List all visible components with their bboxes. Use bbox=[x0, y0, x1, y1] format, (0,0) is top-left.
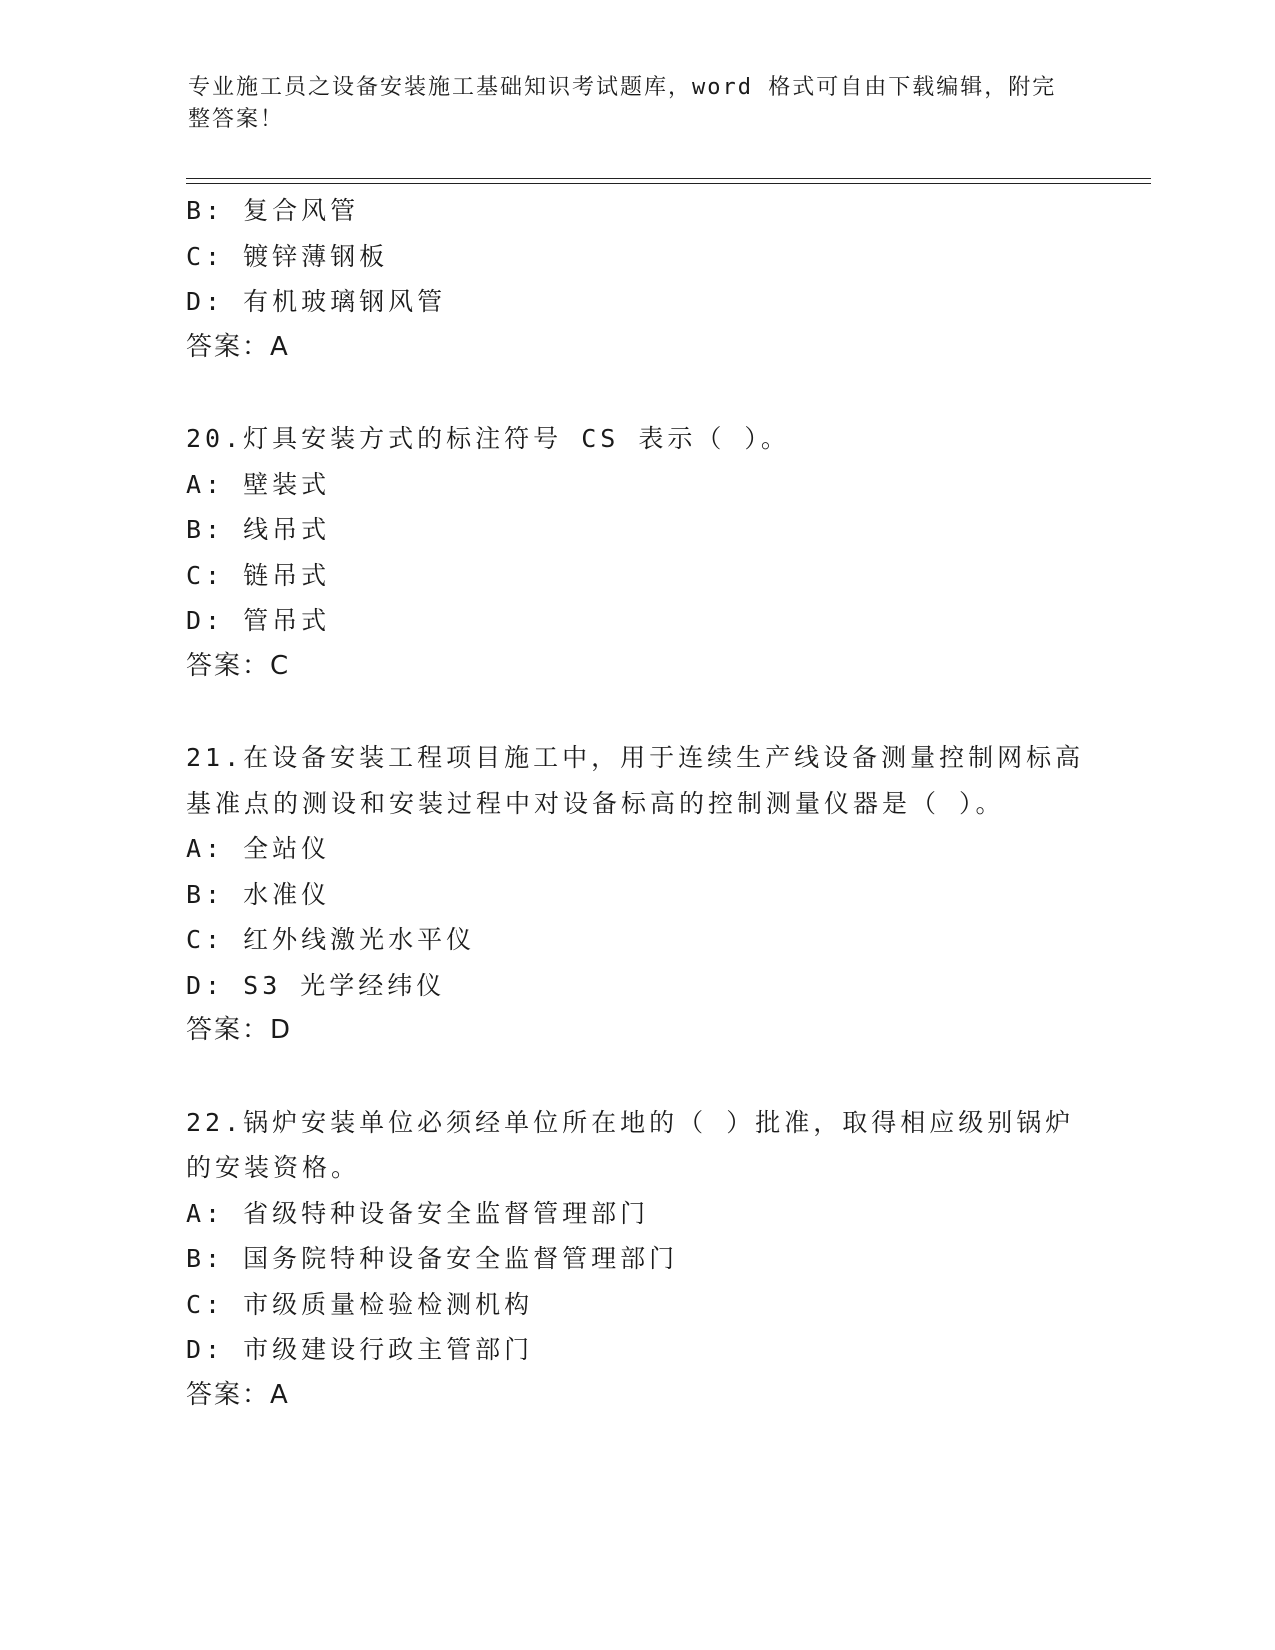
option-c: C: 镀锌薄钢板 bbox=[186, 241, 389, 271]
option-b: B: 复合风管 bbox=[186, 196, 360, 225]
option-d: D: 市级建设行政主管部门 bbox=[186, 1335, 534, 1364]
answer-line: 答案：D bbox=[186, 1015, 293, 1045]
question-stem-line-1: 21.在设备安装工程项目施工中，用于连续生产线设备测量控制网标高 bbox=[186, 743, 1085, 772]
option-b: B: 水准仪 bbox=[186, 879, 331, 909]
document-header bbox=[188, 72, 1068, 136]
question-stem-line-1: 22.锅炉安装单位必须经单位所在地的（ ）批准，取得相应级别锅炉 bbox=[186, 1107, 1075, 1137]
option-b: B: 国务院特种设备安全监督管理部门 bbox=[186, 1244, 679, 1273]
answer-line: 答案：A bbox=[186, 1379, 290, 1410]
option-d: D: 管吊式 bbox=[186, 606, 331, 635]
option-c: C: 红外线激光水平仪 bbox=[186, 925, 476, 954]
question-22 bbox=[186, 1100, 1086, 1419]
header-line-1: 专业施工员之设备安装施工基础知识考试题库，word 格式可自由下载编辑，附完 bbox=[188, 75, 1057, 100]
question-stem-line-2: 基准点的测设和安装过程中对设备标高的控制测量仪器是（ ）。 bbox=[186, 788, 1005, 818]
option-c: C: 链吊式 bbox=[186, 560, 331, 590]
spacer bbox=[186, 1054, 1086, 1100]
question-20 bbox=[186, 416, 1086, 689]
answer-line: 答案：A bbox=[186, 331, 290, 362]
header-divider-bottom bbox=[186, 183, 1151, 184]
question-stem-line-2: 的安装资格。 bbox=[186, 1153, 361, 1182]
option-c: C: 市级质量检验检测机构 bbox=[186, 1289, 534, 1319]
option-d: D: S3 光学经纬仪 bbox=[186, 970, 446, 1000]
spacer bbox=[186, 370, 1086, 416]
option-b: B: 线吊式 bbox=[186, 515, 331, 544]
spacer bbox=[186, 689, 1086, 735]
question-21 bbox=[186, 735, 1086, 1054]
answer-line: 答案：C bbox=[186, 650, 291, 681]
question-19-continued bbox=[186, 188, 1086, 370]
header-divider-top bbox=[186, 178, 1151, 179]
question-list bbox=[186, 188, 1086, 1418]
header-line-2: 整答案！ bbox=[188, 107, 285, 132]
option-a: A: 全站仪 bbox=[186, 834, 331, 863]
question-stem: 20.灯具安装方式的标注符号 CS 表示（ ）。 bbox=[186, 424, 790, 453]
option-d: D: 有机玻璃钢风管 bbox=[186, 287, 447, 316]
option-a: A: 壁装式 bbox=[186, 469, 331, 499]
option-a: A: 省级特种设备安全监督管理部门 bbox=[186, 1198, 650, 1228]
